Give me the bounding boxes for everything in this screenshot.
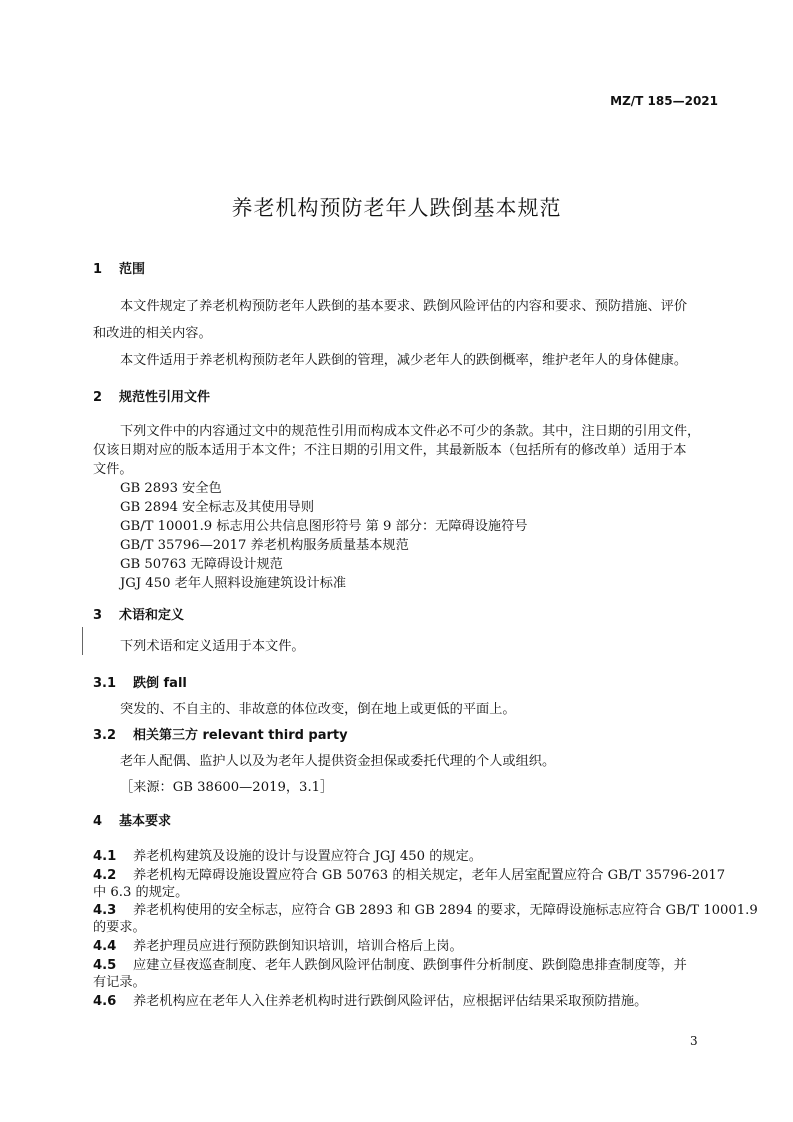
requirement-continuation: 中 6.3 的规定。 [93,885,189,900]
requirement-text: 养老机构使用的安全标志，应符合 GB 2893 和 GB 2894 的要求，无障碍设施标志应符合 GB/T 10001.9 [133,903,758,918]
requirement-text: 应建立昼夜巡查制度、老年人跌倒风险评估制度、跌倒事件分析制度、跌倒隐患排查制度等，并 [133,958,687,973]
reference-item: GB 2894 安全标志及其使用导则 [120,500,315,515]
standard-code: MZ/T 185—2021 [610,94,718,108]
requirement-text: 养老护理员应进行预防跌倒知识培训，培训合格后上岗。 [133,939,463,954]
section-title: 范围 [119,262,146,277]
section-3-heading [93,604,184,623]
term-heading [93,724,348,743]
paragraph-line: 下列文件中的内容通过文中的规范性引用而构成本文件必不可少的条款。其中，注日期的引用文件， [120,424,701,439]
reference-item: GB 50763 无障碍设计规范 [120,557,283,572]
requirement-item [93,990,647,1009]
section-2-heading [93,386,210,405]
requirement-item [93,899,758,918]
requirement-number: 4.1 [93,849,117,864]
section-4-heading [93,810,171,829]
section-1-heading [93,258,145,277]
section-title: 基本要求 [119,814,172,829]
term-definition: 老年人配偶、监护人以及为老年人提供资金担保或委托代理的个人或组织。 [120,754,556,769]
section-title: 规范性引用文件 [119,390,211,405]
requirement-number: 4.2 [93,868,117,883]
paragraph-line: 本文件规定了养老机构预防老年人跌倒的基本要求、跌倒风险评估的内容和要求、预防措施、评价 [120,299,688,314]
requirement-item [93,845,482,864]
requirement-item [93,954,687,973]
paragraph-line: 和改进的相关内容。 [93,326,212,341]
term-source: ［来源：GB 38600—2019，3.1］ [120,780,334,795]
reference-item: JGJ 450 老年人照料设施建筑设计标准 [120,576,347,591]
reference-item: GB 2893 安全色 [120,481,222,496]
section-number: 3 [93,608,103,623]
requirement-continuation: 有记录。 [93,975,146,990]
paragraph-line: 下列术语和定义适用于本文件。 [120,639,305,654]
change-bar [82,627,83,655]
requirement-continuation: 的要求。 [93,920,146,935]
requirement-item [93,935,463,954]
paragraph-line: 文件。 [93,462,133,477]
term-name: 相关第三方 relevant third party [133,728,348,743]
requirement-number: 4.4 [93,939,117,954]
requirement-text: 养老机构无障碍设施设置应符合 GB 50763 的相关规定，老年人居室配置应符合 GB/T 35796-2017 [133,868,726,883]
page-title: 养老机构预防老年人跌倒基本规范 [231,196,562,220]
requirement-number: 4.5 [93,958,117,973]
requirement-text: 养老机构应在老年人入住养老机构时进行跌倒风险评估，应根据评估结果采取预防措施。 [133,994,648,1009]
term-heading [93,672,187,691]
section-number: 1 [93,262,103,277]
term-definition: 突发的、不自主的、非故意的体位改变，倒在地上或更低的平面上。 [120,702,516,717]
term-name: 跌倒 fall [133,676,187,691]
section-number: 2 [93,390,103,405]
requirement-number: 4.3 [93,903,117,918]
requirement-text: 养老机构建筑及设施的设计与设置应符合 JGJ 450 的规定。 [133,849,482,864]
reference-item: GB/T 35796—2017 养老机构服务质量基本规范 [120,538,409,553]
requirement-number: 4.6 [93,994,117,1009]
reference-item: GB/T 10001.9 标志用公共信息图形符号 第 9 部分：无障碍设施符号 [120,519,528,534]
term-number: 3.1 [93,676,117,691]
paragraph-line: 本文件适用于养老机构预防老年人跌倒的管理，减少老年人的跌倒概率，维护老年人的身体健康。 [120,353,688,368]
section-number: 4 [93,814,103,829]
page-number: 3 [690,1034,698,1048]
paragraph-line: 仅该日期对应的版本适用于本文件；不注日期的引用文件，其最新版本（包括所有的修改单）适用于本 [93,443,687,458]
section-title: 术语和定义 [119,608,185,623]
term-number: 3.2 [93,728,117,743]
